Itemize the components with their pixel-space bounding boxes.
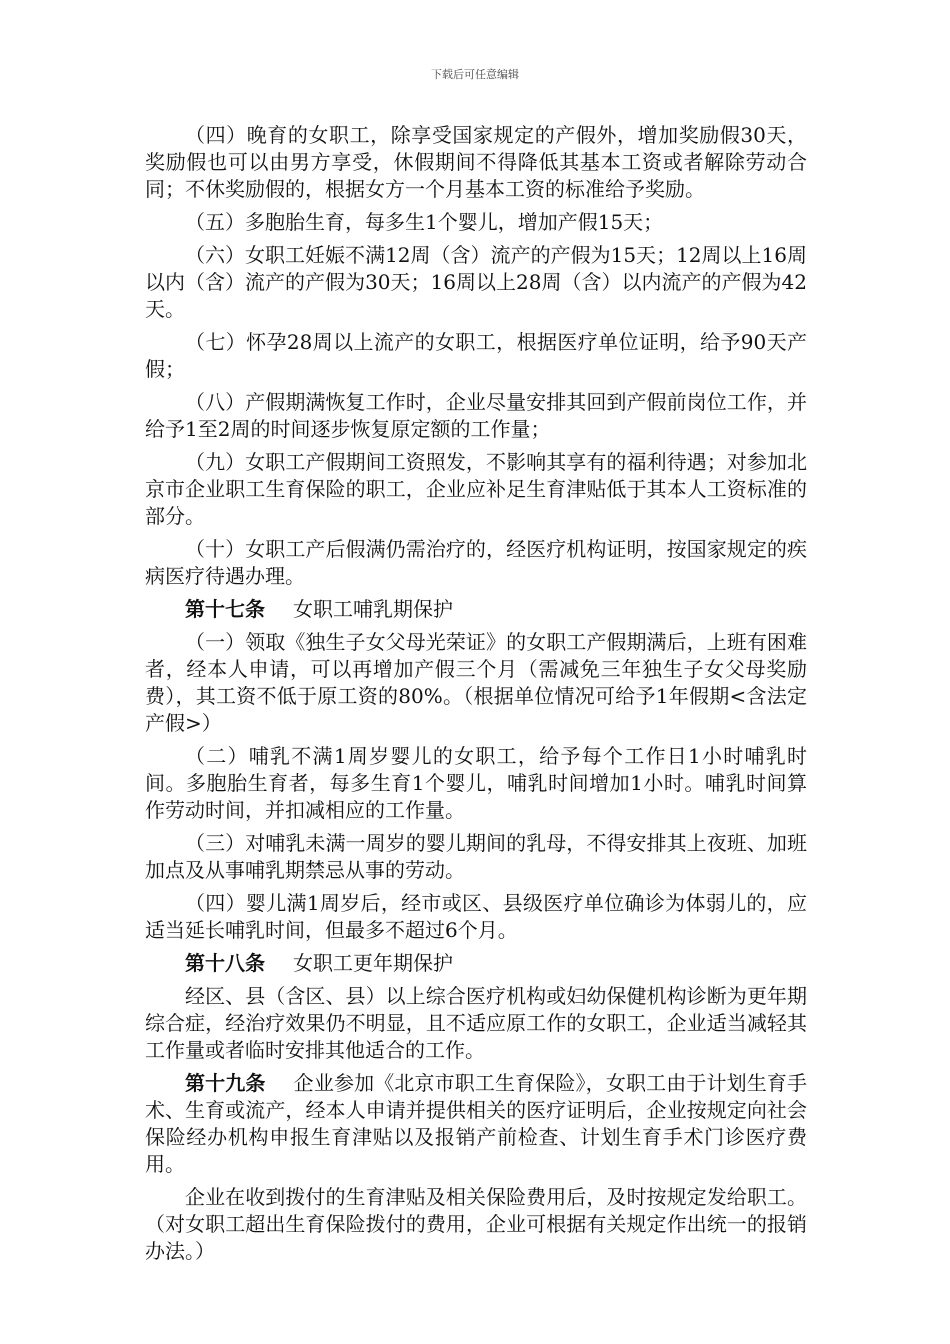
paragraph: （三）对哺乳未满一周岁的婴儿期间的乳母，不得安排其上夜班、加班加点及从事哺乳期禁忌从事的劳动。 — [145, 831, 807, 882]
article-19-paragraph — [145, 1070, 807, 1178]
article-19-text: 企业参加《北京市职工生育保险》，女职工由于计划生育手术、生育或流产，经本人申请并提供相关的医疗证明后，企业按规定向社会保险经办机构申报生育津贴以及报销产前检查、计划生育手术门诊医疗费用。 — [145, 1071, 808, 1176]
paragraph: （四）婴儿满1周岁后，经市或区、县级医疗单位确诊为体弱儿的，应适当延长哺乳时间，但最多不超过6个月。 — [145, 891, 807, 942]
document-body — [145, 122, 807, 1271]
article-17-title: 女职工哺乳期保护 — [293, 597, 453, 621]
paragraph: （二）哺乳不满1周岁婴儿的女职工，给予每个工作日1小时哺乳时间。多胞胎生育者，每多生育1个婴儿，哺乳时间增加1小时。哺乳时间算作劳动时间，并扣减相应的工作量。 — [145, 744, 807, 822]
paragraph: （十）女职工产后假满仍需治疗的，经医疗机构证明，按国家规定的疾病医疗待遇办理。 — [145, 537, 807, 588]
article-17-label: 第十七条 — [185, 597, 265, 621]
page-header: 下载后可任意编辑 — [431, 68, 519, 81]
paragraph: 经区、县（含区、县）以上综合医疗机构或妇幼保健机构诊断为更年期综合症，经治疗效果仍不明显，且不适应原工作的女职工，企业适当减轻其工作量或者临时安排其他适合的工作。 — [145, 984, 807, 1062]
article-17-heading — [145, 596, 807, 623]
paragraph: （四）晚育的女职工，除享受国家规定的产假外，增加奖励假30天，奖励假也可以由男方享受，休假期间不得降低其基本工资或者解除劳动合同；不休奖励假的，根据女方一个月基本工资的标准给予奖励。 — [145, 123, 807, 201]
paragraph: （六）女职工妊娠不满12周（含）流产的产假为15天；12周以上16周以内（含）流产的产假为30天；16周以上28周（含）以内流产的产假为42天。 — [145, 243, 807, 321]
paragraph: （九）女职工产假期间工资照发，不影响其享有的福利待遇；对参加北京市企业职工生育保险的职工，企业应补足生育津贴低于其本人工资标准的部分。 — [145, 450, 807, 528]
paragraph: （七）怀孕28周以上流产的女职工，根据医疗单位证明，给予90天产假； — [145, 330, 807, 381]
article-18-title: 女职工更年期保护 — [293, 951, 453, 975]
paragraph: （八）产假期满恢复工作时，企业尽量安排其回到产假前岗位工作，并给予1至2周的时间逐步恢复原定额的工作量； — [145, 390, 807, 441]
article-19-label: 第十九条 — [185, 1071, 266, 1095]
article-18-label: 第十八条 — [185, 951, 265, 975]
paragraph: （五）多胞胎生育，每多生1个婴儿，增加产假15天； — [185, 210, 664, 234]
paragraph: （一）领取《独生子女父母光荣证》的女职工产假期满后，上班有困难者，经本人申请，可以再增加产假三个月（需减免三年独生子女父母奖励费），其工资不低于原工资的80%。（根据单位情况可给予1年假期<含法定产假>） — [145, 630, 807, 735]
paragraph: 企业在收到拨付的生育津贴及相关保险费用后，及时按规定发给职工。（对女职工超出生育保险拨付的费用，企业可根据有关规定作出统一的报销办法。） — [145, 1185, 807, 1263]
article-18-heading — [145, 950, 807, 977]
